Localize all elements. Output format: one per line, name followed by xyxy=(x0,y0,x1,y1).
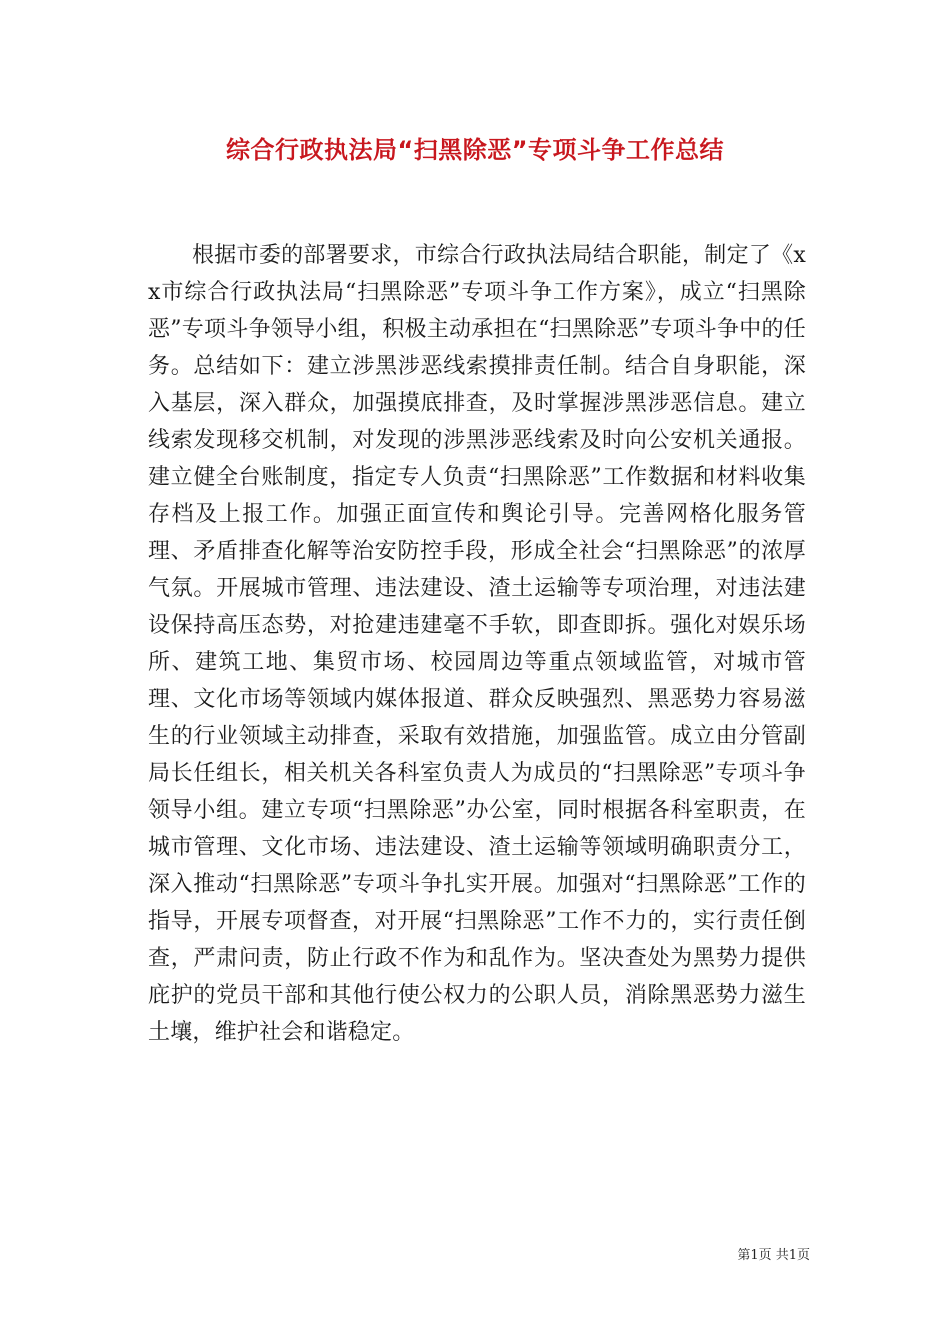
body-paragraph: 根据市委的部署要求，市综合行政执法局结合职能，制定了《xx市综合行政执法局“扫黑除恶”专项斗争工作方案》，成立“扫黑除恶”专项斗争领导小组，积极主动承担在“扫黑除恶”专项斗争中的任务。总结如下：建立涉黑涉恶线索摸排责任制。结合自身职能，深入基层，深入群众，加强摸底排查，及时掌握涉黑涉恶信息。建立线索发现移交机制，对发现的涉黑涉恶线索及时向公安机关通报。建立健全台账制度，指定专人负责“扫黑除恶”工作数据和材料收集存档及上报工作。加强正面宣传和舆论引导。完善网格化服务管理、矛盾排查化解等治安防控手段，形成全社会“扫黑除恶”的浓厚气氛。开展城市管理、违法建设、渣土运输等专项治理，对违法建设保持高压态势，对抢建违建毫不手软，即查即拆。强化对娱乐场所、建筑工地、集贸市场、校园周边等重点领域监管，对城市管理、文化市场等领域内媒体报道、群众反映强烈、黑恶势力容易滋生的行业领域主动排查，采取有效措施，加强监管。成立由分管副局长任组长，相关机关各科室负责人为成员的“扫黑除恶”专项斗争领导小组。建立专项“扫黑除恶”办公室，同时根据各科室职责，在城市管理、文化市场、违法建设、渣土运输等领域明确职责分工，深入推动“扫黑除恶”专项斗争扎实开展。加强对“扫黑除恶”工作的指导，开展专项督查，对开展“扫黑除恶”工作不力的，实行责任倒查，严肃问责，防止行政不作为和乱作为。坚决查处为黑势力提供庇护的党员干部和其他行使公权力的公职人员，消除黑恶势力滋生土壤，维护社会和谐稳定。 xyxy=(148,243,806,1045)
page-number: 第1页 共1页 xyxy=(737,1248,810,1263)
document-title: 综合行政执法局“扫黑除恶”专项斗争工作总结 xyxy=(225,136,725,164)
